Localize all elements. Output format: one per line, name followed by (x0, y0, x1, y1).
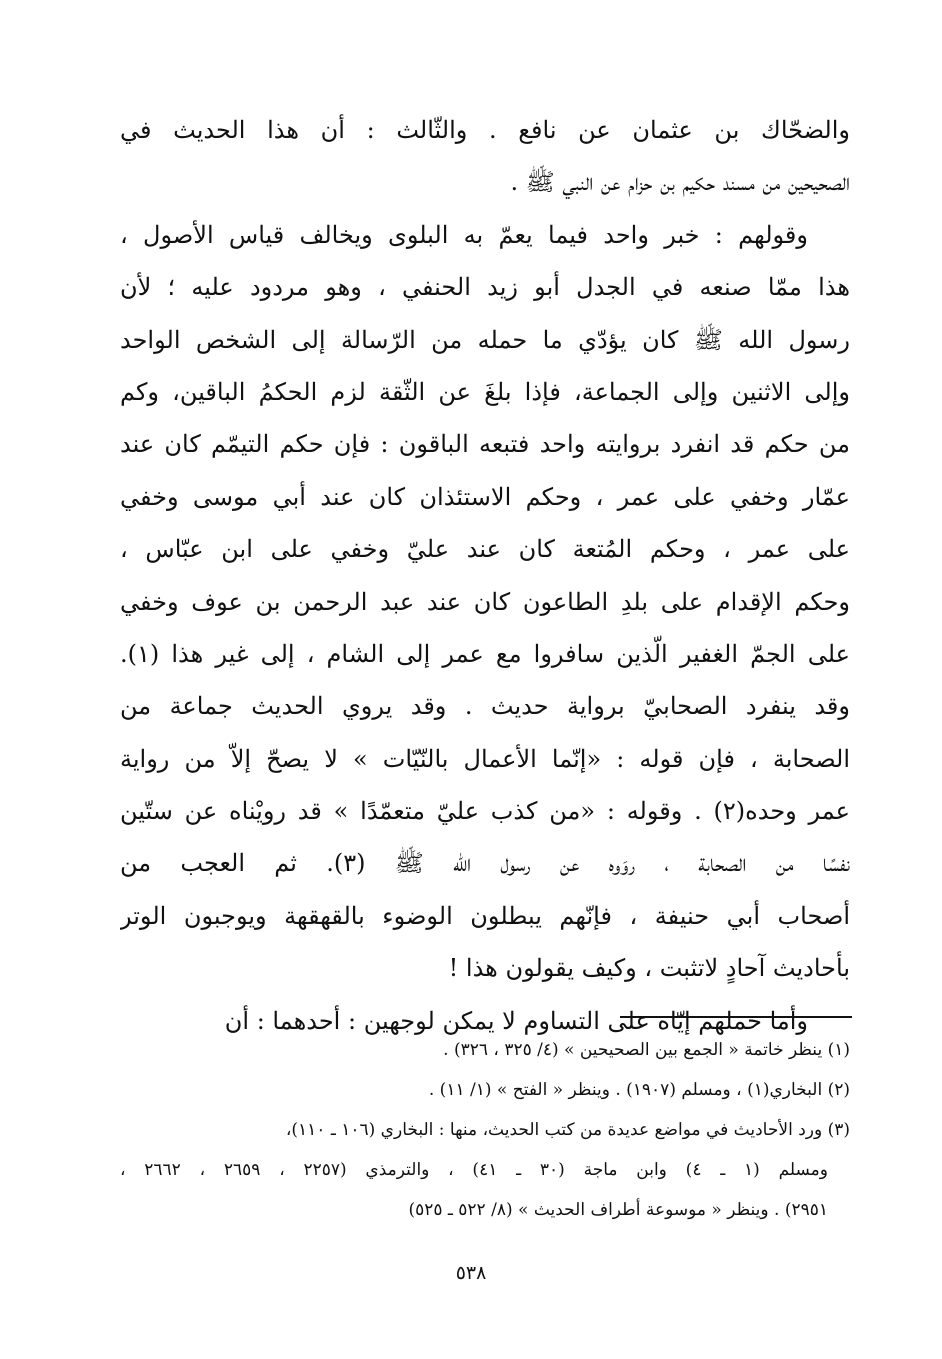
text-line: من حكم قد انفرد بروايته واحد فتبعه الباقون : فإن حكم التيمّم كان عند (120, 430, 850, 459)
footnote-1: (١) ينظر خاتمة « الجمع بين الصحيحين » (٤/ ٣٢٥ ، ٣٢٦) . (443, 1040, 850, 1060)
text-line: أصحاب أبي حنيفة ، فإنّهم يبطلون الوضوء بالقهقهة ويوجبون الوتر (120, 901, 850, 930)
text-line: وقولهم : خبر واحد فيما يعمّ به البلوى ويخالف قياس الأصول ، (120, 220, 808, 249)
text-line: عمر وحده(٢) . وقوله : «من كذب عليّ متعمّدًا » قد رويْناه عن ستّين (120, 797, 850, 826)
text-line: والضحّاك بن عثمان عن نافع . والثّالث : أن هذا الحديث في (120, 116, 850, 144)
text-line: رسول الله ﷺ كان يؤدّي ما حمله من الرّسالة إلى الشخص الواحد (120, 325, 850, 354)
text-line: بأحاديث آحادٍ لاتثبت ، وكيف يقولون هذا ! (448, 954, 850, 983)
text-line: نفسًا من الصحابة ، روَوه عن رسول الله ﷺ (٣). ثم العجب من (120, 849, 850, 878)
text-line: على الجمّ الغفير الّذين سافروا مع عمر إلى الشام ، إلى غير هذا (١). (120, 639, 850, 668)
text-line: على عمر ، وحكم المُتعة كان عند عليّ وخفي على ابن عبّاس ، (120, 535, 850, 564)
text-line: وأما حملهم إيّاه على التساوم لا يمكن لوجهين : أحدهما : أن (224, 1006, 808, 1035)
text-line: وقد ينفرد الصحابيّ برواية حديث . وقد يروي الحديث جماعة من (120, 692, 850, 721)
main-text (120, 104, 850, 1047)
text-line: الصحابة ، فإن قوله : «إنّما الأعمال بالنّيّات » لا يصحّ إلاّ من رواية (120, 744, 850, 773)
footnote-3: (٣) ورد الأحاديث في مواضع عديدة من كتب الحديث، منها : البخاري (١٠٦ ـ ١١٠)، (285, 1120, 850, 1140)
footnotes (120, 1030, 850, 1230)
text-line: الصحيحين من مسند حكيم بن حزام عن النبي ﷺ . (510, 168, 850, 197)
footnote-3-continued: ومسلم (١ ـ ٤) وابن ماجة (٣٠ ـ ٤١) ، والترمذي (٢٢٥٧ ، ٢٦٥٩ ، ٢٦٦٢ ، (120, 1160, 828, 1180)
text-line: وإلى الاثنين وإلى الجماعة، فإذا بلغَ عن الثّقة لزم الحكمُ الباقين، وكم (120, 377, 850, 406)
page-number: ٥٣٨ (455, 1262, 487, 1284)
text-line: هذا ممّا صنعه في الجدل أبو زيد الحنفي ، وهو مردود عليه ؛ لأن (120, 273, 850, 302)
footnote-divider (620, 1016, 852, 1018)
footnote-3-continued: ٢٩٥١) . وينظر « موسوعة أطراف الحديث » (٨/ ٥٢٢ ـ ٥٢٥) (408, 1200, 828, 1220)
footnote-2: (٢) البخاري(١) ، ومسلم (١٩٠٧) . وينظر « الفتح » (١/ ١١) . (428, 1080, 850, 1100)
text-line: وحكم الإقدام على بلدِ الطاعون كان عند عبد الرحمن بن عوف وخفي (120, 587, 850, 616)
text-line: عمّار وخفي على عمر ، وحكم الاستئذان كان عند أبي موسى وخفي (120, 482, 850, 511)
